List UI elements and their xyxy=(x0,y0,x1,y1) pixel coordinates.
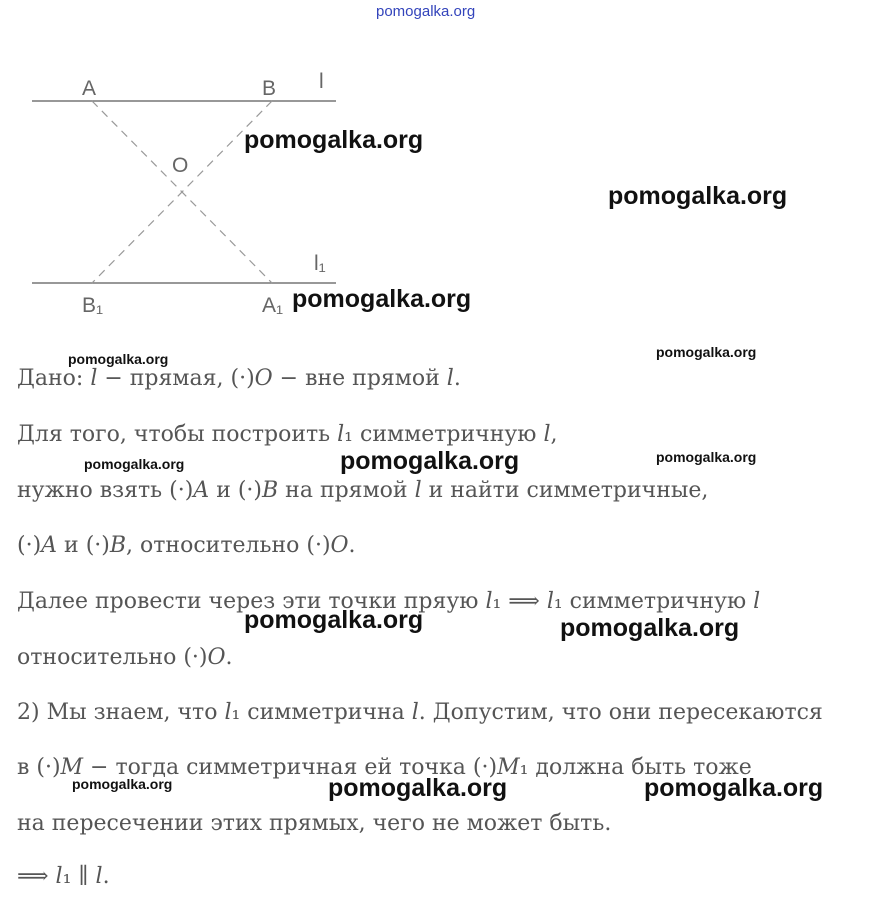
label-B: B xyxy=(262,77,277,100)
watermark[interactable]: pomogalka.org xyxy=(244,606,424,634)
watermark[interactable]: pomogalka.org xyxy=(84,456,185,472)
watermark[interactable]: pomogalka.org xyxy=(560,614,740,642)
watermark[interactable]: pomogalka.org xyxy=(656,449,757,465)
label-A1: A₁ xyxy=(262,294,284,317)
watermark[interactable]: pomogalka.org xyxy=(328,774,508,802)
watermark-top[interactable]: pomogalka.org xyxy=(376,3,476,20)
watermark[interactable]: pomogalka.org xyxy=(68,351,169,367)
proof-line-2: в (·)𝑀 − тогда симметричная ей точка (·)𝑀₁ должна быть тоже xyxy=(17,755,752,780)
proof-line-3: на пересечении этих прямых, чего не может быть. xyxy=(17,811,612,836)
label-O: O xyxy=(172,154,189,177)
construction-line-5: относительно (·)𝑂. xyxy=(17,645,233,670)
conclusion-line: ⟹ 𝑙₁ ∥ 𝑙. xyxy=(17,864,110,889)
watermark[interactable]: pomogalka.org xyxy=(608,182,788,210)
watermark[interactable]: pomogalka.org xyxy=(72,776,173,792)
label-B1: B₁ xyxy=(82,294,104,317)
label-A: A xyxy=(82,77,97,100)
label-l: l xyxy=(319,70,324,93)
label-l1: l₁ xyxy=(314,252,326,275)
construction-line-3: (·)𝐴 и (·)𝐵, относительно (·)𝑂. xyxy=(17,533,356,558)
proof-line-1: 2) Мы знаем, что 𝑙₁ симметрична 𝑙. Допустим, что они пересекаются xyxy=(17,700,823,725)
construction-line-1: Для того, чтобы построить 𝑙₁ симметричную 𝑙, xyxy=(17,422,558,447)
watermark[interactable]: pomogalka.org xyxy=(644,774,824,802)
construction-line-2: нужно взять (·)𝐴 и (·)𝐵 на прямой 𝑙 и найти симметричные, xyxy=(17,478,709,503)
watermark[interactable]: pomogalka.org xyxy=(656,344,757,360)
watermark[interactable]: pomogalka.org xyxy=(244,126,424,154)
given-line: Дано: 𝑙 − прямая, (·)𝑂 − вне прямой 𝑙. xyxy=(17,366,461,391)
watermark[interactable]: pomogalka.org xyxy=(292,285,472,313)
watermark[interactable]: pomogalka.org xyxy=(340,447,520,475)
construction-line-4: Далее провести через эти точки пряую 𝑙₁ ⟹ 𝑙₁ симметричную 𝑙 xyxy=(17,589,761,614)
